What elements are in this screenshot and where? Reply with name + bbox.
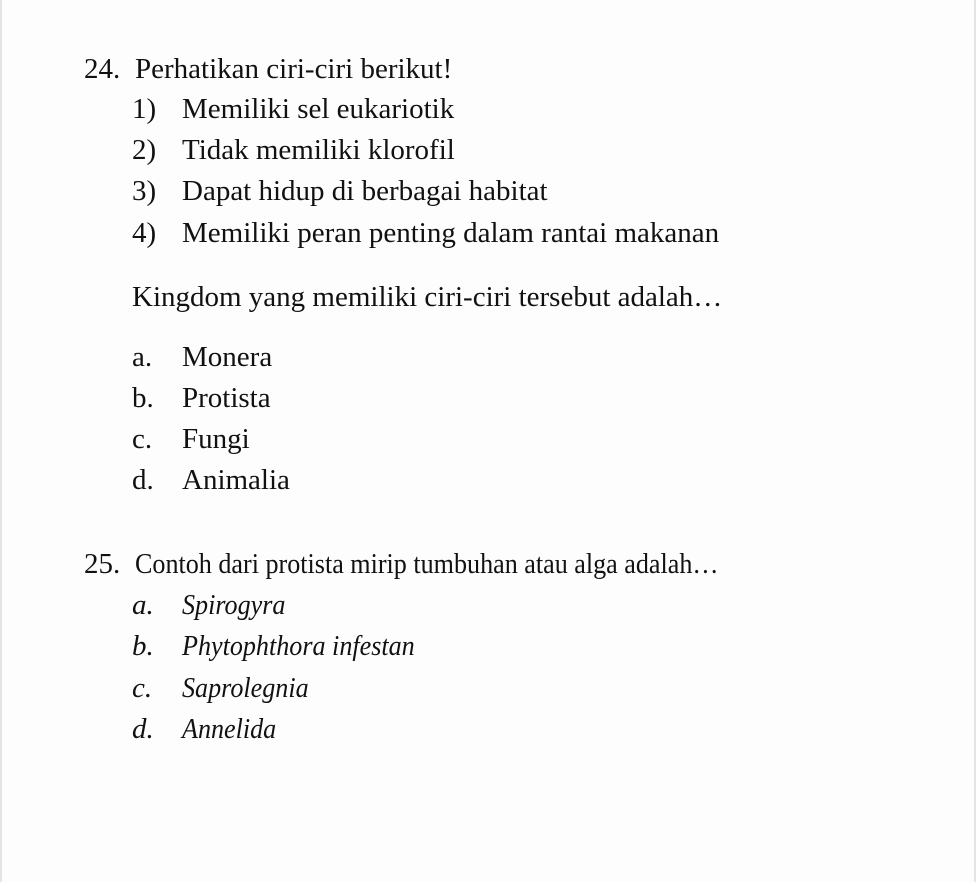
option-text: Monera [182,341,273,373]
statement-text: Memiliki sel eukariotik [182,93,455,125]
question-prompt [135,547,783,581]
question-prompt-text: Contoh dari protista mirip tumbuhan atau alga adalah… [135,548,719,580]
option-marker: b. [132,630,154,662]
statement-text: Memiliki peran penting dalam rantai makanan [182,217,720,249]
option-marker: b. [132,382,154,414]
option-text [182,588,297,622]
question-prompt: Perhatikan ciri-ciri berikut! [135,53,453,85]
option-text [182,629,441,663]
option-text-value: Annelida [182,713,277,745]
option-marker: a. [132,341,153,373]
statement-text: Dapat hidup di berbagai habitat [182,175,548,207]
option-text-value: Spirogyra [182,589,286,621]
option-text-value: Saprolegnia [182,672,309,704]
question-number: 25. [84,548,121,580]
statement-text: Tidak memiliki klorofil [182,134,455,166]
option-text: Animalia [182,464,290,496]
option-marker: a. [132,589,154,621]
option-marker: d. [132,464,154,496]
question-number: 24. [84,53,121,85]
option-text: Protista [182,382,271,414]
option-marker: c. [132,672,153,704]
option-text [182,712,287,746]
option-text-value: Phytophthora infestan [182,630,415,662]
option-text: Fungi [182,423,250,455]
stem-text: Kingdom yang memiliki ciri-ciri tersebut adalah… [132,281,723,313]
option-marker: c. [132,423,153,455]
statement-marker: 4) [132,217,157,249]
statement-marker: 3) [132,175,157,207]
option-text [182,671,323,705]
statement-marker: 2) [132,134,157,166]
statement-marker: 1) [132,93,157,125]
option-marker: d. [132,713,154,745]
